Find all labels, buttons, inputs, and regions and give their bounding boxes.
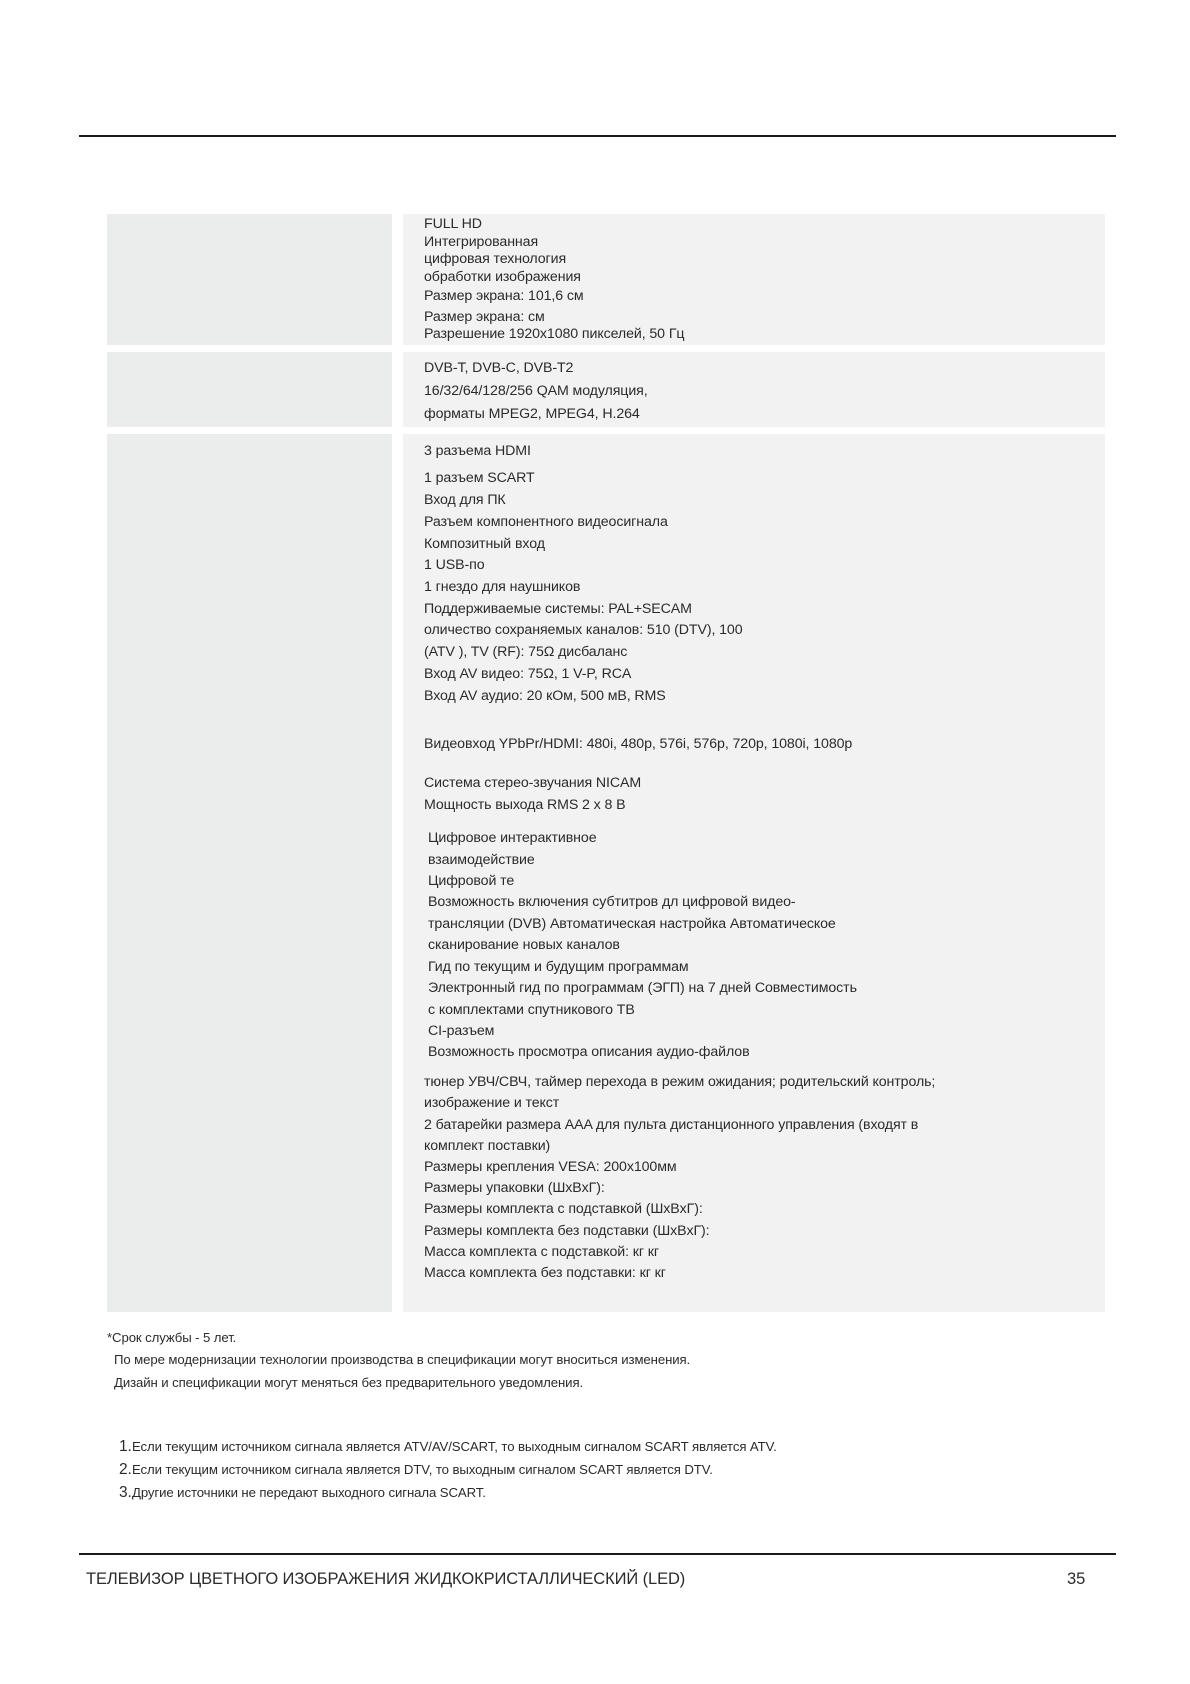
scart-note <box>119 1438 777 1456</box>
spec-label-cell-display <box>107 214 392 345</box>
note-text: Другие источники не передают выходного сигнала SCART. <box>132 1485 486 1500</box>
spec-line: Видеовход YPbPr/HDMI: 480i, 480p, 576i, 576p, 720p, 1080i, 1080p <box>424 736 853 752</box>
spec-line: 3 разъема HDMI <box>424 443 531 459</box>
spec-line: трансляции (DVB) Автоматическая настройка Автоматическое <box>428 916 836 932</box>
spec-line: FULL HD <box>424 216 482 232</box>
note-number: 3. <box>119 1484 132 1501</box>
spec-line: Возможность включения субтитров дл цифровой видео- <box>428 894 796 910</box>
spec-line: Размер экрана: см <box>424 309 545 325</box>
spec-line: CI-разъем <box>428 1023 495 1039</box>
spec-line: форматы MPEG2, MPEG4, H.264 <box>424 406 640 422</box>
spec-line: Разъем компонентного видеосигнала <box>424 514 668 530</box>
spec-line: Вход для ПК <box>424 492 506 508</box>
note-number: 1. <box>119 1438 132 1455</box>
scart-note <box>119 1484 486 1502</box>
spec-line: Цифровое интерактивное <box>428 830 597 846</box>
spec-line: Поддерживаемые системы: PAL+SECAM <box>424 601 692 617</box>
footer-title: ТЕЛЕВИЗОР ЦВЕТНОГО ИЗОБРАЖЕНИЯ ЖИДКОКРИСТАЛЛИЧЕСКИЙ (LED) <box>86 1570 686 1588</box>
header-rule <box>79 135 1116 137</box>
spec-line: Система стерео-звучания NICAM <box>424 775 642 791</box>
spec-line: Размер экрана: 101,6 см <box>424 288 584 304</box>
spec-line: оличество сохраняемых каналов: 510 (DTV), 100 <box>424 622 743 638</box>
spec-line: Вход AV видео: 75Ω, 1 V-P, RCA <box>424 666 632 682</box>
spec-line: Размеры крепления VESA: 200x100мм <box>424 1159 677 1175</box>
spec-line: 16/32/64/128/256 QAM модуляция, <box>424 383 648 399</box>
spec-line: с комплектами спутникового ТВ <box>428 1002 635 1018</box>
footer-rule <box>79 1553 1116 1555</box>
note-text: Если текущим источником сигнала является DTV, то выходным сигналом SCART является DTV. <box>132 1462 713 1477</box>
spec-line: Разрешение 1920x1080 пикселей, 50 Гц <box>424 326 685 342</box>
spec-line: Мощность выхода RMS 2 x 8 В <box>424 797 626 813</box>
spec-line: (ATV ), TV (RF): 75Ω дисбаланс <box>424 644 628 660</box>
spec-line: DVB-T, DVB-C, DVB-T2 <box>424 360 574 376</box>
spec-line: Гид по текущим и будущим программам <box>428 959 689 975</box>
spec-line: Размеры комплекта с подставкой (ШxВxГ): <box>424 1201 703 1217</box>
spec-line: обработки изображения <box>424 269 581 285</box>
spec-line: сканирование новых каналов <box>428 937 620 953</box>
spec-line: Масса комплекта с подставкой: кг кг <box>424 1244 659 1260</box>
spec-line: Вход AV аудио: 20 кОм, 500 мВ, RMS <box>424 688 666 704</box>
spec-label-cell-tuner <box>107 352 392 427</box>
page-number: 35 <box>1067 1570 1086 1588</box>
footnote-design-change: Дизайн и спецификации могут меняться без предварительного уведомления. <box>114 1375 584 1390</box>
scart-note <box>119 1461 713 1479</box>
footnote-service-life: *Срок службы - 5 лет. <box>107 1330 237 1345</box>
spec-line: Возможность просмотра описания аудио-файлов <box>428 1044 750 1060</box>
spec-label-cell-features <box>107 434 392 1312</box>
spec-line: Размеры комплекта без подставки (ШxВxГ): <box>424 1223 710 1239</box>
spec-line: Электронный гид по программам (ЭГП) на 7 дней Совместимость <box>428 980 857 996</box>
spec-line: Композитный вход <box>424 536 545 552</box>
spec-line: Интегрированная <box>424 234 539 250</box>
spec-line: Масса комплекта без подставки: кг кг <box>424 1265 666 1281</box>
spec-line: 1 разъем SCART <box>424 470 535 486</box>
spec-line: тюнер УВЧ/СВЧ, таймер перехода в режим ожидания; родительский контроль; <box>424 1074 936 1090</box>
spec-line: 1 гнездо для наушников <box>424 579 581 595</box>
spec-line: изображение и текст <box>424 1095 560 1111</box>
spec-line: комплект поставки) <box>424 1138 551 1154</box>
spec-line: взаимодействие <box>428 852 535 868</box>
footnote-modernization: По мере модернизации технологии производства в спецификации могут вноситься изменения. <box>114 1352 691 1367</box>
spec-line: цифровая технология <box>424 251 567 267</box>
note-text: Если текущим источником сигнала является ATV/AV/SCART, то выходным сигналом SCART является ATV. <box>132 1439 777 1454</box>
spec-line: 1 USB-по <box>424 557 485 573</box>
note-number: 2. <box>119 1461 132 1478</box>
spec-line: Размеры упаковки (ШxВxГ): <box>424 1180 605 1196</box>
spec-line: 2 батарейки размера AAA для пульта дистанционного управления (входят в <box>424 1117 919 1133</box>
spec-line: Цифровой те <box>428 873 515 889</box>
